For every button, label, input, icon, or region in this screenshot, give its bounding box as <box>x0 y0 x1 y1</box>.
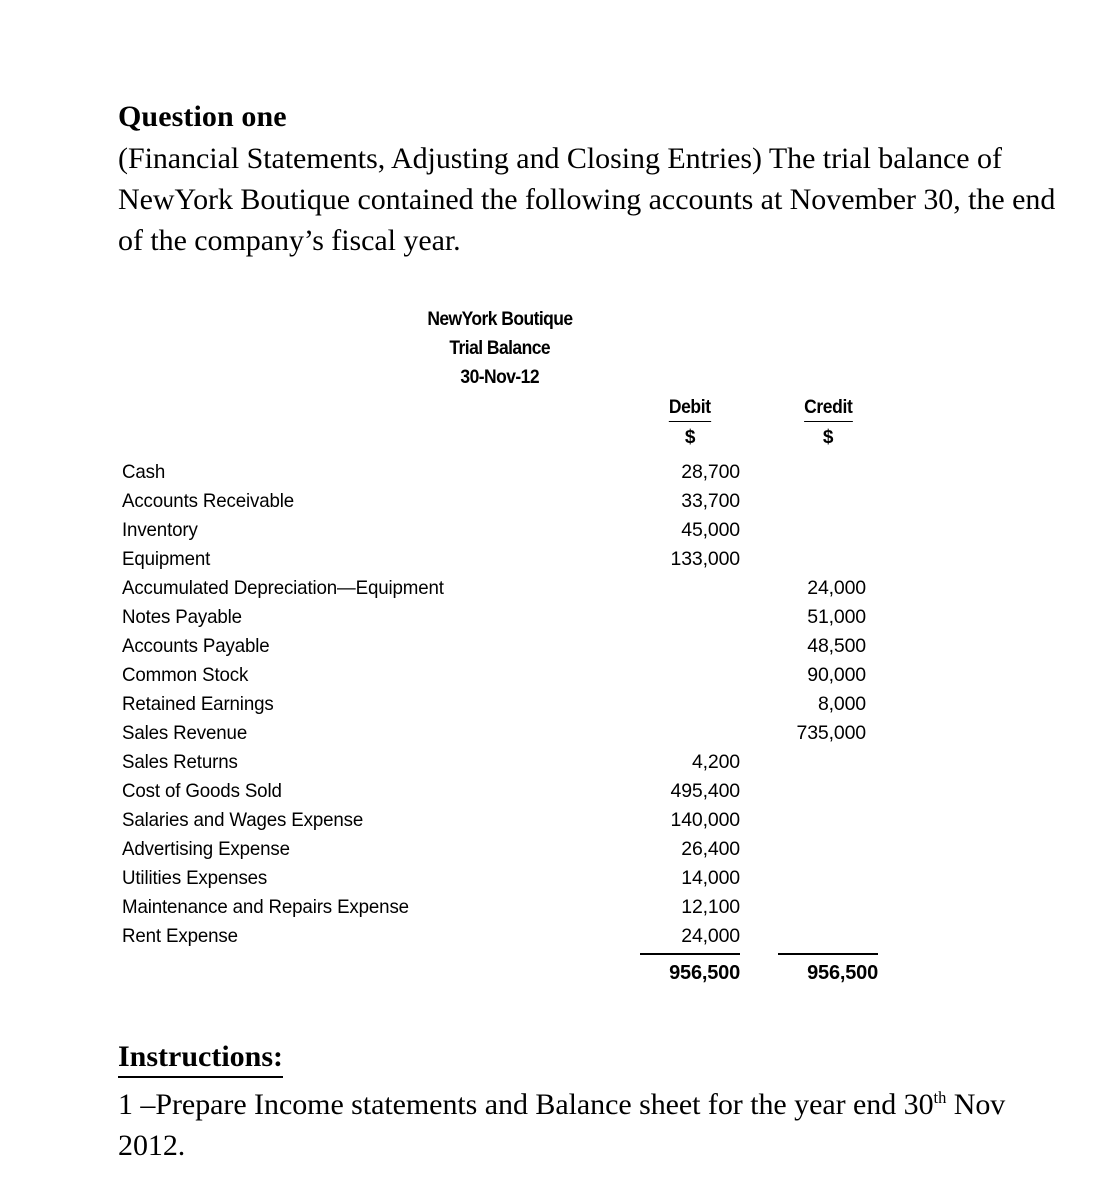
table-row <box>0 806 1109 835</box>
account-name: Advertising Expense <box>122 838 290 860</box>
account-name: Sales Returns <box>122 751 238 773</box>
credit-amount: 48,500 <box>807 635 866 657</box>
table-row <box>0 603 1109 632</box>
debit-amount: 495,400 <box>670 780 740 802</box>
credit-header-label: Credit <box>804 396 852 422</box>
table-row <box>0 835 1109 864</box>
trial-balance-statement-name <box>110 334 890 363</box>
table-body <box>0 458 1109 951</box>
statement-name-text: Trial Balance <box>449 338 551 359</box>
account-name: Accounts Receivable <box>122 490 295 512</box>
debit-amount: 12,100 <box>681 896 740 918</box>
instruction-item-1-text-after: Nov 2012. <box>118 1088 1006 1162</box>
credit-amount: 24,000 <box>807 577 866 599</box>
account-name: Inventory <box>122 519 198 541</box>
table-row <box>0 516 1109 545</box>
table-row <box>0 661 1109 690</box>
statement-date-text: 30-Nov-12 <box>460 367 540 388</box>
debit-currency-symbol: $ <box>684 427 696 448</box>
question-body-text: (Financial Statements, Adjusting and Closing Entries) The trial balance of NewYork Boutique contained the following accounts at November 30, the end of the company’s fiscal year. <box>118 142 1056 257</box>
account-name: Cash <box>122 461 166 483</box>
page-title: Question one <box>118 100 287 133</box>
credit-amount: 51,000 <box>807 606 866 628</box>
debit-amount: 45,000 <box>681 519 740 541</box>
trial-balance-company-name <box>110 305 890 334</box>
table-column-headers <box>0 396 1109 458</box>
account-name: Sales Revenue <box>122 722 248 744</box>
account-name: Retained Earnings <box>122 693 274 715</box>
table-row <box>0 487 1109 516</box>
table-row <box>0 777 1109 806</box>
account-name: Utilities Expenses <box>122 867 268 889</box>
company-name-text: NewYork Boutique <box>427 309 573 330</box>
total-debit-value: 956,500 <box>640 953 740 989</box>
column-header-debit <box>640 396 740 450</box>
table-row <box>0 690 1109 719</box>
debit-amount: 24,000 <box>681 925 740 947</box>
instruction-item-1-text-before: 1 –Prepare Income statements and Balance sheet for the year end 30 <box>118 1088 934 1121</box>
account-name: Maintenance and Repairs Expense <box>122 896 409 918</box>
account-name: Common Stock <box>122 664 249 686</box>
debit-amount: 14,000 <box>681 867 740 889</box>
debit-amount: 133,000 <box>670 548 740 570</box>
table-row <box>0 545 1109 574</box>
credit-amount: 8,000 <box>817 693 866 715</box>
table-row <box>0 458 1109 487</box>
column-header-credit <box>778 396 878 450</box>
account-name: Notes Payable <box>122 606 242 628</box>
credit-amount: 735,000 <box>796 722 866 744</box>
debit-amount: 26,400 <box>681 838 740 860</box>
table-row <box>0 719 1109 748</box>
instructions-heading: Instructions: <box>118 1038 283 1078</box>
table-row <box>0 632 1109 661</box>
account-name: Salaries and Wages Expense <box>122 809 364 831</box>
credit-currency-symbol: $ <box>822 427 834 448</box>
debit-amount: 4,200 <box>691 751 740 773</box>
credit-amount: 90,000 <box>807 664 866 686</box>
instructions-block <box>118 1038 1058 1166</box>
table-row <box>0 893 1109 922</box>
table-row <box>0 748 1109 777</box>
trial-balance-table <box>0 305 1109 987</box>
account-name: Accounts Payable <box>122 635 270 657</box>
account-name: Accumulated Depreciation—Equipment <box>122 577 444 599</box>
table-row <box>0 864 1109 893</box>
table-row <box>0 922 1109 951</box>
debit-amount: 28,700 <box>681 461 740 483</box>
total-credit-value: 956,500 <box>778 953 878 989</box>
ordinal-suffix-th: th <box>933 1088 947 1107</box>
account-name: Equipment <box>122 548 211 570</box>
debit-amount: 140,000 <box>670 809 740 831</box>
table-row <box>0 574 1109 603</box>
question-block <box>118 98 1058 261</box>
account-name: Cost of Goods Sold <box>122 780 282 802</box>
account-name: Rent Expense <box>122 925 238 947</box>
debit-header-label: Debit <box>669 396 711 422</box>
table-totals-row <box>0 953 1109 987</box>
trial-balance-date <box>110 363 890 392</box>
instruction-item-1 <box>118 1084 1058 1166</box>
debit-amount: 33,700 <box>681 490 740 512</box>
